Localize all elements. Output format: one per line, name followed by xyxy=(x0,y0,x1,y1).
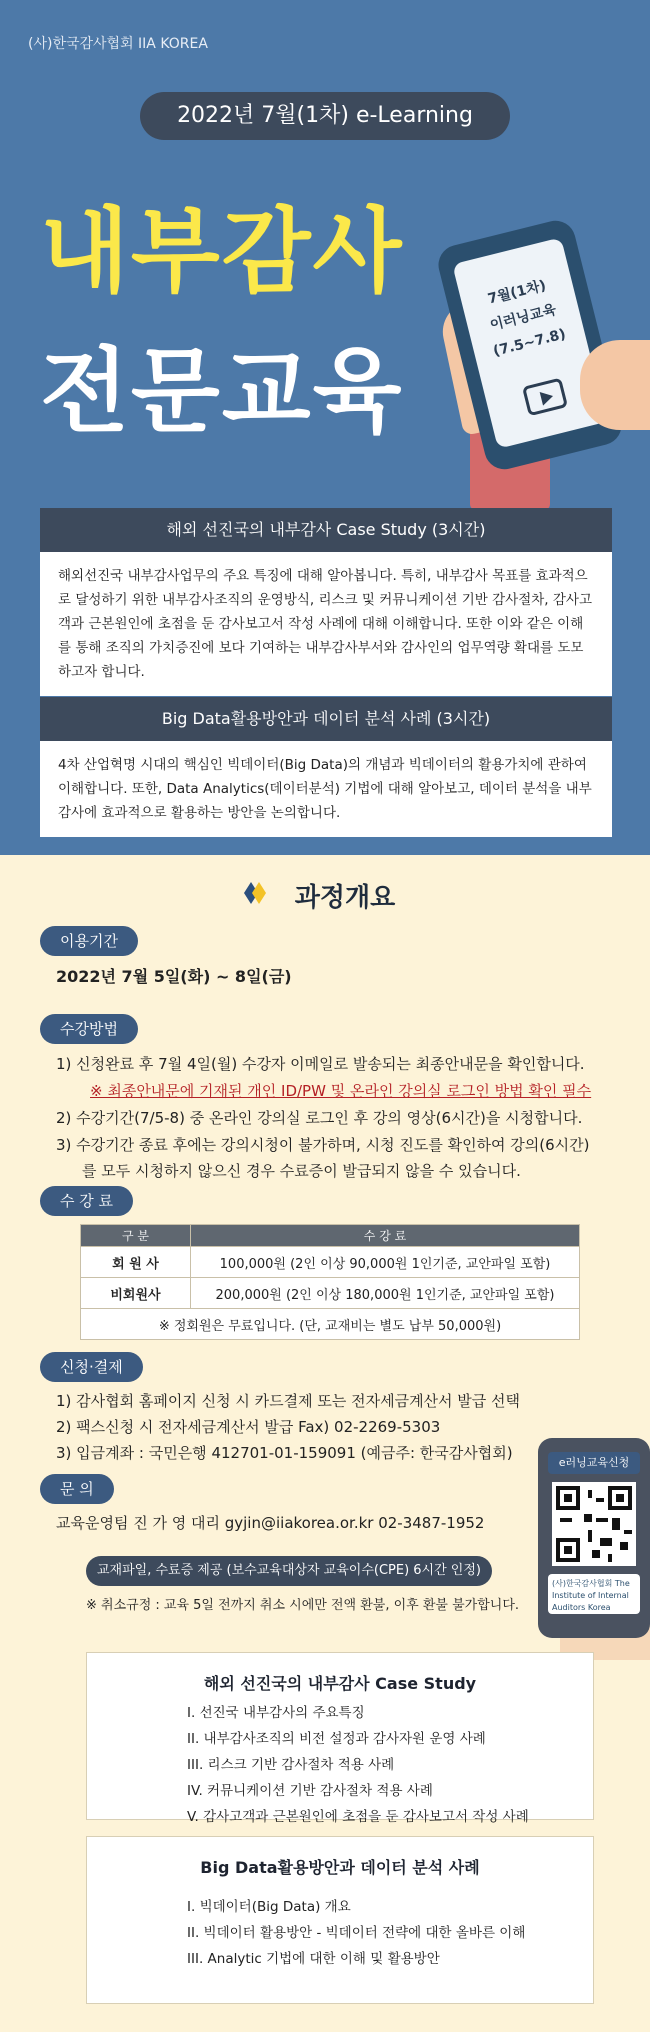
play-icon xyxy=(522,378,568,417)
apply-3: 3) 입금계좌 : 국민은행 412701-01-159091 (예금주: 한국감사협회) xyxy=(56,1444,513,1462)
fee-header-category: 구 분 xyxy=(81,1225,191,1247)
fee-header-price: 수 강 료 xyxy=(191,1225,580,1247)
apply-1: 1) 감사협회 홈페이지 신청 시 카드결제 또는 전자세금계산서 발급 선택 xyxy=(56,1392,521,1410)
list-item: I. 선진국 내부감사의 주요특징 xyxy=(187,1705,365,1721)
list-item: III. Analytic 기법에 대한 이해 및 활용방안 xyxy=(187,1951,440,1967)
table-row xyxy=(81,1309,580,1340)
phone-line1: 7월(1차) xyxy=(486,277,548,308)
course-title-2: Big Data활용방안과 데이터 분석 사례 (3시간) xyxy=(40,697,612,741)
list-item: III. 리스크 기반 감사절차 적용 사례 xyxy=(187,1757,395,1773)
method-2: 2) 수강기간(7/5-8) 중 온라인 강의실 로그인 후 강의 영상(6시간)을 시청합니다. xyxy=(56,1109,583,1127)
org-name: (사)한국감사협회 IIA KOREA xyxy=(28,36,208,52)
fee-header-row xyxy=(81,1225,580,1247)
list-item: I. 빅데이터(Big Data) 개요 xyxy=(187,1899,351,1915)
method-3b: 를 모두 시청하지 않으신 경우 수료증이 발급되지 않을 수 있습니다. xyxy=(82,1162,521,1180)
refund-note: ※ 취소규정 : 교육 5일 전까지 취소 시에만 전액 환불, 이후 환불 불가합니다. xyxy=(86,1598,520,1613)
method-tag: 수강방법 xyxy=(40,1014,138,1044)
fee-note: ※ 정회원은 무료입니다. (단, 교재비는 별도 납부 50,000원) xyxy=(81,1309,580,1340)
fee-cell: 100,000원 (2인 이상 90,000원 1인기준, 교안파일 포함) xyxy=(191,1247,580,1278)
qr-phone xyxy=(538,1438,650,1638)
fee-tag: 수 강 료 xyxy=(40,1186,133,1216)
title-line2: 전문교육 xyxy=(40,338,404,445)
list-item: II. 빅데이터 활용방안 - 빅데이터 전략에 대한 올바른 이해 xyxy=(187,1925,526,1941)
outline-card-2 xyxy=(86,1836,594,2004)
fee-cell: 200,000원 (2인 이상 180,000원 1인기준, 교안파일 포함) xyxy=(191,1278,580,1309)
course-box-1 xyxy=(40,508,612,696)
fee-cell: 비회원사 xyxy=(81,1278,191,1309)
card2-title: Big Data활용방안과 데이터 분석 사례 xyxy=(200,1858,480,1877)
table-row xyxy=(81,1278,580,1309)
method-3a: 3) 수강기간 종료 후에는 강의시청이 불가하며, 시청 진도를 확인하여 강의(6시간) xyxy=(56,1136,590,1154)
phone-line2: 이러닝교육 xyxy=(488,301,558,334)
list-item: V. 감사고객과 근본원인에 초점을 둔 감사보고서 작성 사례 xyxy=(187,1809,529,1825)
fee-table xyxy=(80,1224,580,1340)
outline-card-1 xyxy=(86,1652,594,1825)
method-1: 1) 신청완료 후 7월 4일(월) 수강자 이메일로 발송되는 최종안내문을 확인합니다. xyxy=(56,1055,585,1073)
qr-foot: (사)한국감사협회 The Institute of Internal Auditors Korea xyxy=(548,1574,640,1614)
right-hand-illustration xyxy=(580,340,650,430)
qr-code-icon[interactable] xyxy=(552,1482,636,1566)
phone-text xyxy=(467,268,579,367)
table-row xyxy=(81,1247,580,1278)
card1-title: 해외 선진국의 내부감사 Case Study xyxy=(203,1674,477,1693)
apply-tag: 신청·결제 xyxy=(40,1352,143,1382)
course-desc-1: 해외선진국 내부감사업무의 주요 특징에 대해 알아봅니다. 특히, 내부감사 목표를 효과적으로 달성하기 위한 내부감사조직의 운영방식, 리스크 및 커뮤니케이션 기반 감사절차, 감사고객과 근본원인에 초점을 둔 감사보고서 작성 사례에 대해 이해합니다. 또한 이와 같은 이해를 통해 조직의 가치증진에 보다 기여하는 내부감사부서와 감사인의 업무역량 확대를 도모하고자 합니다. xyxy=(40,552,612,696)
period-tag: 이용기간 xyxy=(40,926,138,956)
course-desc-2: 4차 산업혁명 시대의 핵심인 빅데이터(Big Data)의 개념과 빅데이터의 활용가치에 관하여 이해합니다. 또한, Data Analytics(데이터분석) 기법에 대해 알아보고, 데이터 분석을 내부감사에 효과적으로 활용하는 방안을 논의합니다. xyxy=(40,741,612,837)
contact-tag: 문 의 xyxy=(40,1474,114,1504)
period-text: 2022년 7월 5일(화) ~ 8일(금) xyxy=(56,967,292,986)
overview-title: 과정개요 xyxy=(294,883,396,913)
notice-pill: 교재파일, 수료증 제공 (보수교육대상자 교육이수(CPE) 6시간 인정) xyxy=(86,1556,492,1586)
date-pill: 2022년 7월(1차) e-Learning xyxy=(140,92,510,140)
fee-cell: 회 원 사 xyxy=(81,1247,191,1278)
list-item: IV. 커뮤니케이션 기반 감사절차 적용 사례 xyxy=(187,1783,433,1799)
course-title-1: 해외 선진국의 내부감사 Case Study (3시간) xyxy=(40,508,612,552)
phone-line3: (7.5~7.8) xyxy=(491,326,568,360)
course-box-2 xyxy=(40,697,612,837)
method-1-note: ※ 최종안내문에 기재된 개인 ID/PW 및 온라인 강의실 로그인 방법 확인 필수 xyxy=(90,1082,592,1100)
qr-head: e러닝교육신청 xyxy=(548,1452,640,1474)
phone-screen xyxy=(452,237,607,448)
phone-illustration xyxy=(434,216,625,473)
title-line1: 내부감사 xyxy=(40,198,404,305)
hero-section xyxy=(0,0,650,855)
list-item: II. 내부감사조직의 비전 설정과 감사자원 운영 사례 xyxy=(187,1731,486,1747)
apply-2: 2) 팩스신청 시 전자세금계산서 발급 Fax) 02-2269-5303 xyxy=(56,1418,441,1436)
contact-text: 교육운영팀 진 가 영 대리 gyjin@iiakorea.or.kr 02-3487-1952 xyxy=(56,1514,485,1532)
